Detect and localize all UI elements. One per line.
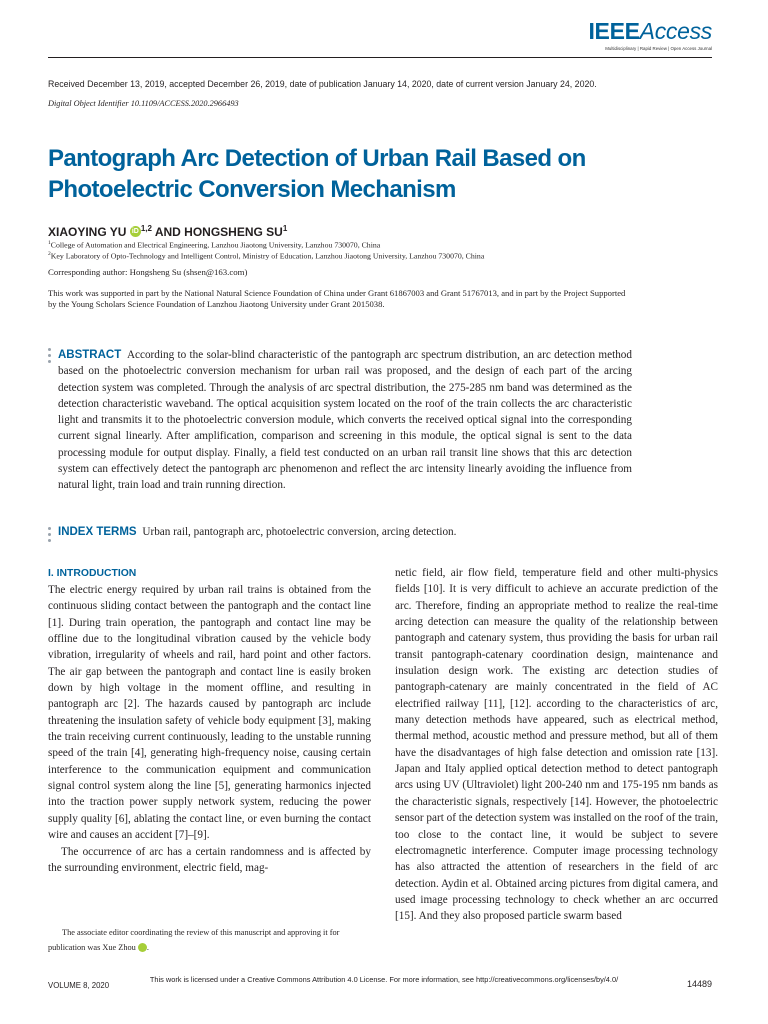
doi-line: Digital Object Identifier 10.1109/ACCESS.2020.2966493 — [48, 99, 239, 108]
header-rule — [48, 57, 712, 58]
title-line-2: Photoelectric Conversion Mechanism — [48, 176, 456, 203]
footnote-end: . — [146, 943, 149, 952]
footnote-text: The associate editor coordinating the review of this manuscript and approving it for publication was Xue Zhou — [48, 928, 340, 952]
title-line-1: Pantograph Arc Detection of Urban Rail Based on — [48, 145, 586, 172]
orcid-icon[interactable]: iD — [138, 943, 147, 952]
index-terms-block — [58, 526, 658, 538]
index-terms-text: Urban rail, pantograph arc, photoelectric conversion, arcing detection. — [142, 526, 457, 538]
abstract-marker-dots — [48, 348, 52, 366]
ieee-access-logo — [552, 18, 712, 51]
corresponding-author: Corresponding author: Hongsheng Su (shsen@163.com) — [48, 267, 248, 277]
page-number: 14489 — [686, 979, 712, 989]
affiliation-2 — [48, 251, 484, 261]
body-column-right — [395, 565, 718, 925]
author-2-affiliation-mark: 1 — [282, 224, 288, 233]
received-dates: Received December 13, 2019, accepted December 26, 2019, date of publication January 14, 2020, date of current version January 24, 2020. — [48, 79, 597, 89]
section-heading-introduction: I. INTRODUCTION — [48, 568, 137, 579]
abstract-text: According to the solar-blind characteristic of the pantograph arc spectrum distribution, an arc detection method based on the photoelectric conversion mechanism for urban rail was proposed, and the design of each part of the arcing detection system was completed. Through the analysis of arc spectral distribution, the 275-285 nm band was determined as the detection characteristic waveband. The optical acquisition system located on the roof of the train collects the arc characteristic light and transmits it to the photoelectric conversion module, which converts the received optical signal into the corresponding current signal linearly. After amplification, comparison and screening in this module, the optical signal is sent to the data processing module for output display. Finally, a field test conducted on an urban rail transit line shows that this arc detection system can effectively detect the pantograph arc phenomenon and reflect the arc intensity linearly avoiding the influence from natural light, train load and train running direction. — [58, 349, 632, 492]
paper-title — [48, 143, 728, 205]
logo-access: Access — [639, 18, 712, 44]
affiliation-2-number: 2 — [48, 251, 51, 257]
logo-tagline: Multidisciplinary | Rapid Review | Open Access Journal — [605, 46, 712, 51]
author-1-affiliation-marks: 1,2 — [140, 224, 152, 233]
affiliation-1-number: 1 — [48, 240, 51, 246]
index-terms-marker-dots — [48, 527, 52, 545]
intro-paragraph-1: The electric energy required by urban rail trains is obtained from the continuous sliding contact between the pantograph and the contact line [1]. During train operation, the pantograph and contact line may be offline due to the longitudinal vibration caused by the vehicle body vibration, irregularity of wheels and rail, hard point and other factors. The air gap between the pantograph and contact line is easily broken down by high voltage in the moment offline, and resulting in pantograph arc [2]. The hazards caused by pantograph arc include threatening the insulation safety of vehicle body equipment [3], making the train receiving current continuously, leading to the unstable running speed of the train [4], generating high-frequency noise, causing certain interference to the communication equipment and communication signal control system along the line [5], generating harmonics injected into the traction power supply network system, reducing the power supply quality [6], ablating the contact line, or even burning the contact wire and causes an accident [7]–[9]. — [48, 584, 371, 842]
affiliation-1 — [48, 240, 380, 250]
affiliation-1-text: College of Automation and Electrical Engineering, Lanzhou Jiaotong University, Lanzhou 730070, China — [50, 240, 381, 250]
logo-ieee: IEEE — [588, 18, 640, 44]
author-2-name: AND HONGSHENG SU — [151, 225, 283, 239]
intro-paragraph-2: The occurrence of arc has a certain randomness and is affected by the surrounding environment, electric field, mag- — [48, 845, 371, 874]
abstract-block — [58, 347, 632, 494]
volume-label: VOLUME 8, 2020 — [48, 981, 110, 990]
logo-wordmark — [552, 18, 712, 45]
intro-paragraph-continued: netic field, air flow field, temperature field and other multi-physics fields [10]. It is very difficult to achieve an accurate prediction of the arc. Therefore, finding an appropriate method to realize the real-time arcing detection can measure the quality of the relationship between pantograph and catenary system, thus providing the basis for urban rail transit pantograph-catenary coordination design, maintenance and insulation design work. The existing arc detection studies of pantograph-catenary are mainly concentrated in the field of AC electrified railway [11], [12]. according to the characteristics of arc, many detection methods have appeared, such as electrical method, thermal method, acoustic method and pressure method, but all of them have the disadvantages of high false detection and omission rate [13]. Japan and Italy applied optical detection method to detect pantograph arcs using UV (Ultraviolet) light 200-240 nm and 175-195 nm bands as the characteristic signals, respectively [14]. However, the photoelectric sensor part of the detection system was installed on the roof of the train, too close to the contact line, it would be subject to severe electromagnetic interference. Computer image processing technology has also attracted the attention of researchers in the field of arc detection. Aydin et al. Obtained arcing pictures from digital camera, and used image processing technology to check whether an arc occurred [15]. And they also proposed particle swarm based — [395, 567, 718, 923]
author-1-name: XIAOYING YU — [48, 225, 127, 239]
body-column-left — [48, 565, 371, 876]
editor-footnote — [48, 925, 371, 955]
abstract-label: ABSTRACT — [58, 349, 122, 361]
funding-statement: This work was supported in part by the National Natural Science Foundation of China under Grant 61867003 and Grant 51767013, and in part by the Project Supported by the Young Scholars Science Foundation of Lanzhou Jiaotong University under Grant 2015038. — [48, 288, 626, 309]
orcid-icon[interactable]: iD — [131, 228, 139, 235]
index-terms-label: INDEX TERMS — [58, 526, 137, 538]
author-line — [48, 224, 287, 239]
affiliation-2-text: Key Laboratory of Opto-Technology and Intelligent Control, Ministry of Education, Lanzhou Jiaotong University, Lanzhou 730070, China — [50, 251, 485, 261]
license-notice: This work is licensed under a Creative Commons Attribution 4.0 License. For more information, see http://creativecommons.org/licenses/by/4.0/ — [149, 975, 619, 984]
